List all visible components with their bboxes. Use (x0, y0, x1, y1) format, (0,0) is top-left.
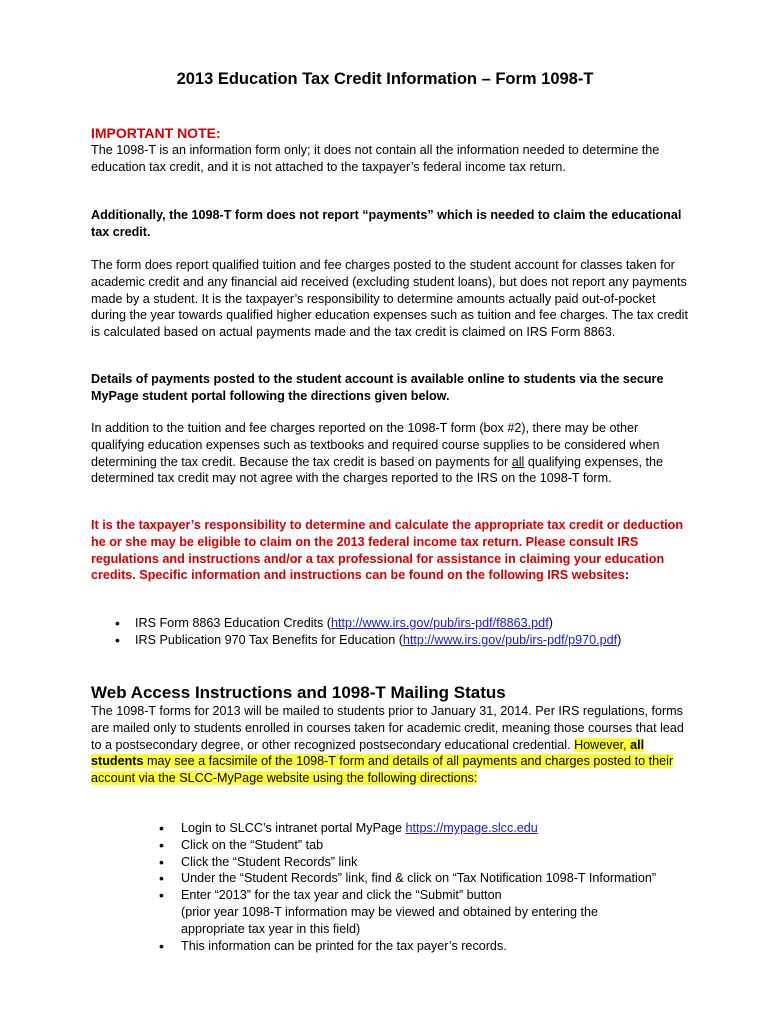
mypage-steps-list (159, 820, 659, 954)
additional-expenses-text-b: qualifying expenses, the determined tax credit may not agree with the charges reported to the IRS on the 1098-T form. (91, 454, 663, 486)
web-access-highlight-1: However, (574, 737, 631, 752)
details-note: Details of payments posted to the student account is available online to students via the secure MyPage student portal following the directions given below. (91, 372, 664, 403)
list-item: • Click the “Student Records” link (159, 854, 659, 871)
mypage-link[interactable]: https://mypage.slcc.edu (405, 821, 538, 835)
step-enter-year: • Enter “2013” for the tax year and click the “Submit” button (181, 888, 502, 903)
irs-publication-970-link[interactable]: http://www.irs.gov/pub/irs-pdf/p970.pdf (402, 632, 618, 647)
list-item: • Click on the “Student” tab (159, 837, 659, 854)
web-access-paragraph (91, 703, 691, 787)
web-access-highlight-2: may see a facsimile of the 1098-T form and details of all payments and charges posted to their account via the SLCC-MyPage website using the following directions: (91, 754, 674, 786)
web-access-highlight-bold: all students (91, 737, 645, 769)
important-note-section (91, 124, 691, 176)
report-paragraph: The form does report qualified tuition and fee charges posted to the student account for classes taken for academic credit and any financial aid received (excluding student loans), but does not report any payments made by a student. It is the taxpayer’s responsibility to determine amounts actually paid out-of-pocket during the year towards qualified higher education expenses such as tuition and fee charges. The tax credit is calculated based on actual payments made and the tax credit is claimed on IRS Form 8863. (91, 258, 688, 340)
additional-expenses-paragraph (91, 420, 691, 487)
irs-form-8863-link[interactable]: http://www.irs.gov/pub/irs-pdf/f8863.pdf (330, 616, 549, 630)
payments-note: Additionally, the 1098-T form does not report “payments” which is needed to claim the educational tax credit. (91, 208, 682, 239)
list-item: • This information can be printed for the tax payer’s records. (159, 938, 659, 955)
irs-link-tail: ) (548, 616, 553, 630)
web-access-heading: Web Access Instructions and 1098-T Mailing Status (91, 683, 506, 702)
responsibility-warning (91, 517, 691, 584)
important-note-body: The 1098-T is an information form only; it does not contain all the information needed to determine the education tax credit, and it is not attached to the taxpayer’s federal income tax return. (91, 143, 660, 174)
additional-expenses-text-a: In addition to the tuition and fee charges reported on the 1098-T form (box #2), there may be other qualifying education expenses such as textbooks and required course supplies to be considered when determining the tax credit. Because the tax credit is based on payments for (91, 421, 660, 469)
list-item (115, 615, 715, 632)
page-title: 2013 Education Tax Credit Information – Form 1098-T (176, 70, 594, 88)
step-prior-year-note: (prior year 1098-T information may be viewed and obtained by entering the appropriate tax year in this field) (181, 904, 599, 936)
irs-link-tail: ) (617, 632, 622, 647)
irs-link-label: IRS Publication 970 Tax Benefits for Education ( (135, 632, 403, 647)
list-item: • Under the “Student Records” link, find & click on “Tax Notification 1098-T Information” (159, 870, 659, 887)
step-login-text: Login to SLCC’s intranet portal MyPage (181, 821, 406, 835)
web-access-text: The 1098-T forms for 2013 will be mailed to students prior to January 31, 2014. Per IRS regulations, forms are mailed only to students enrolled in courses taken for academic credit, meaning those courses that lead to a postsecondary degree, or other recognized postsecondary educational credential. (91, 704, 684, 752)
list-item (115, 632, 715, 649)
irs-links-list (115, 615, 715, 649)
additional-expenses-all: all (511, 454, 525, 469)
list-item (159, 887, 659, 937)
responsibility-colon: : (624, 568, 630, 583)
important-note-heading: IMPORTANT NOTE: (91, 125, 221, 141)
irs-link-label: IRS Form 8863 Education Credits ( (135, 616, 331, 630)
responsibility-warning-text: It is the taxpayer’s responsibility to determine and calculate the appropriate tax credit or deduction he or she may be eligible to claim on the 2013 federal income tax return. Please consult IRS regulations and instructions and/or a tax professional for assistance in claiming your education credits. Specific information and instructions can be found on the following IRS websites (91, 518, 684, 583)
list-item (159, 820, 659, 837)
